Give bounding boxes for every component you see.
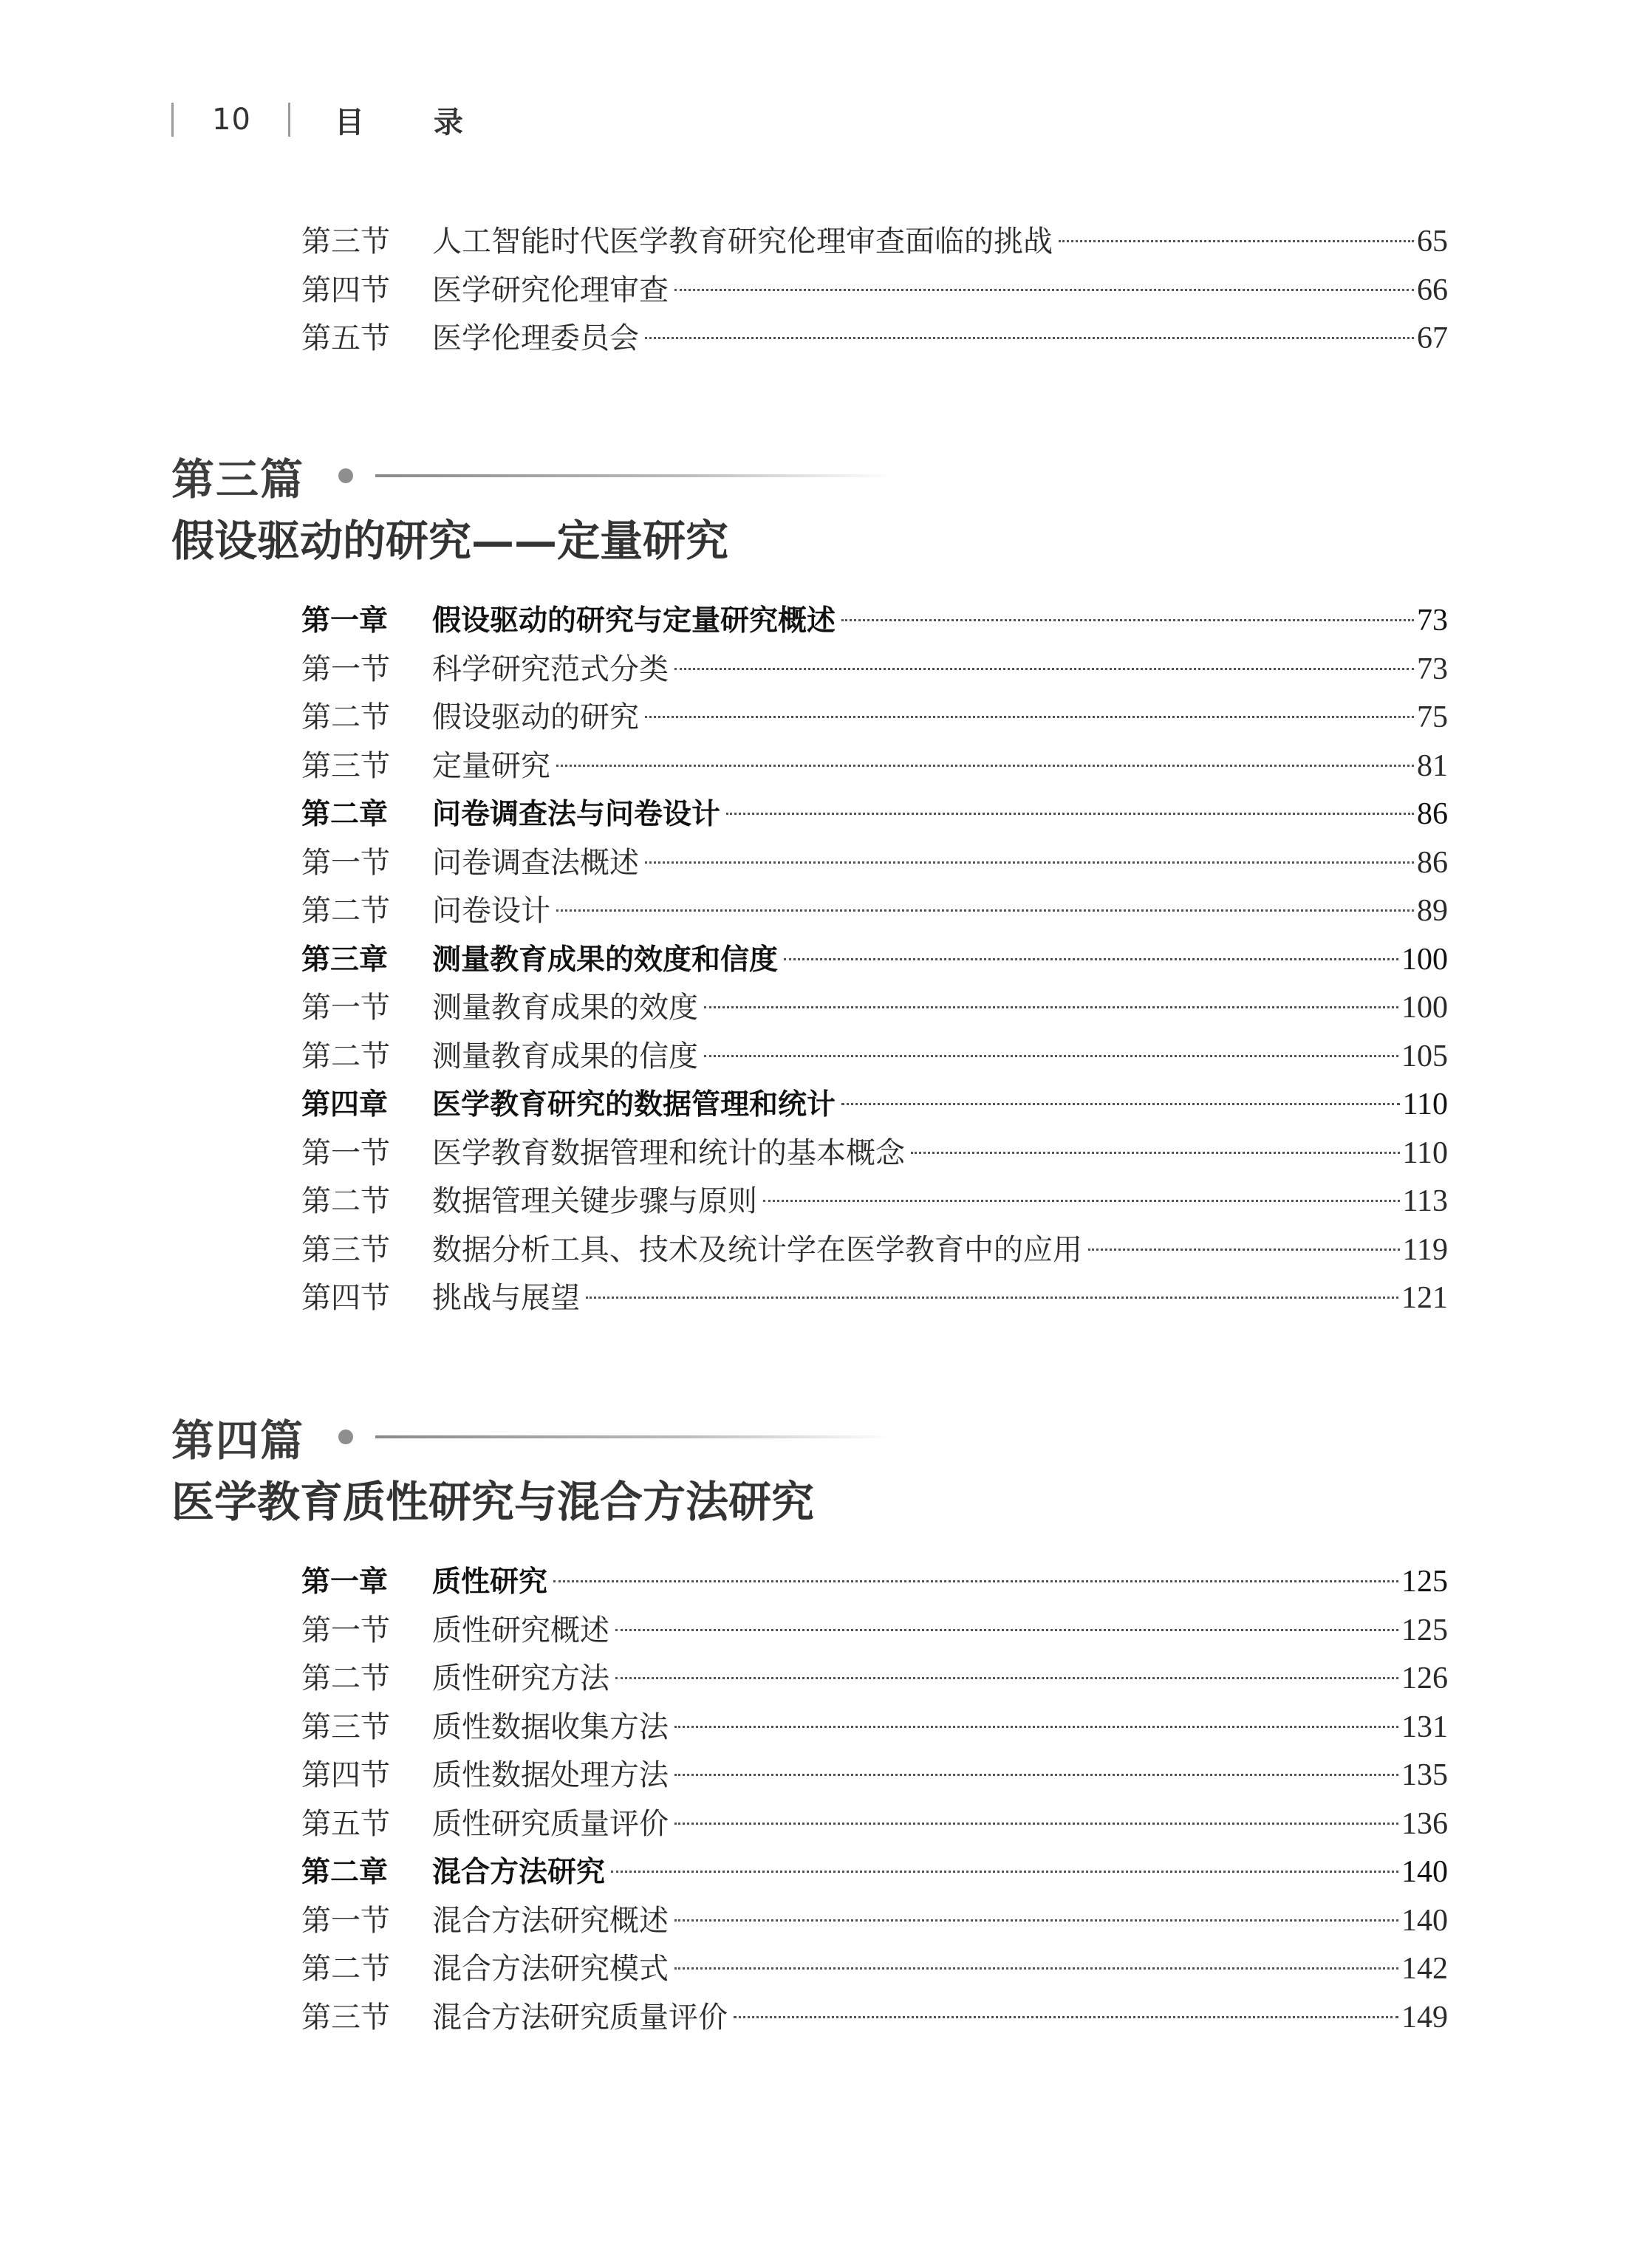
toc-section-entry[interactable] [301,1607,1448,1656]
toc-entry-page: 73 [1417,652,1448,686]
toc-chapter-entry[interactable] [301,936,1448,985]
dot-leader [674,289,1414,291]
toc-entry-page: 110 [1402,1087,1448,1121]
toc-entry-page: 140 [1401,1903,1448,1938]
toc-entry-title: 医学伦理委员会 [432,321,639,355]
part-title: 医学教育质性研究与混合方法研究 [171,1477,815,1527]
toc-section-entry[interactable] [301,315,1448,363]
toc-entry-page: 113 [1402,1184,1448,1218]
toc-entry-page: 65 [1417,225,1448,259]
dot-leader [645,716,1414,718]
toc-entry-title: 科学研究范式分类 [432,652,669,686]
divider-line [375,474,892,477]
toc-section-entry[interactable] [301,1994,1448,2043]
toc-section-entry[interactable] [301,694,1448,742]
toc-entry-title: 假设驱动的研究 [432,700,639,734]
toc-entry-label: 第四节 [301,1281,390,1315]
toc-entry-page: 142 [1401,1952,1448,1986]
toc-entry-label: 第二章 [301,798,389,831]
toc-section-entry[interactable] [301,1226,1448,1275]
page-number: 10 [212,103,251,137]
toc-entry-title: 测量教育成果的信度 [432,1039,698,1073]
dot-leader [674,1919,1398,1922]
toc-entry-page: 86 [1417,845,1448,880]
toc-entry-label: 第五节 [301,1806,390,1841]
toc-entry-title: 质性数据收集方法 [432,1709,669,1744]
toc-section-entry[interactable] [301,1704,1448,1752]
toc-entry-title: 混合方法研究概述 [432,1903,669,1938]
toc-section-entry[interactable] [301,1274,1448,1323]
toc-entry-title: 人工智能时代医学教育研究伦理审查面临的挑战 [432,225,1053,259]
toc-entry-page: 105 [1401,1039,1448,1073]
toc-entry-page: 73 [1417,604,1448,638]
dot-leader [586,1297,1398,1299]
toc-section-entry[interactable] [301,1655,1448,1704]
dot-leader [611,1871,1398,1873]
toc-entry-title: 测量教育成果的效度和信度 [432,943,779,977]
toc-entry-title: 假设驱动的研究与定量研究概述 [432,604,836,638]
toc-entry-label: 第五节 [301,321,390,355]
toc-entry-title: 问卷调查法概述 [432,845,639,880]
toc-entry-label: 第一节 [301,991,390,1025]
part-header [171,1407,1501,1466]
dot-leader [1059,240,1414,242]
dot-leader [841,619,1414,621]
toc-entry-title: 数据分析工具、技术及统计学在医学教育中的应用 [432,1232,1082,1267]
bullet-dot-icon [338,468,353,483]
toc-entry-label: 第二节 [301,700,390,734]
part-three [171,446,1501,573]
toc-section-entry[interactable] [301,1130,1448,1178]
toc-chapter-entry[interactable] [301,1558,1448,1607]
toc-entry-label: 第三节 [301,748,390,783]
toc-entry-page: 126 [1401,1661,1448,1695]
toc-section-entry[interactable] [301,1800,1448,1849]
toc-entry-label: 第三章 [301,943,389,977]
toc-entry-page: 81 [1417,748,1448,783]
dot-leader [674,668,1414,670]
toc-entry-title: 问卷调查法与问卷设计 [432,798,721,831]
toc-entry-title: 质性研究概述 [432,1613,609,1647]
toc-entry-page: 110 [1402,1135,1448,1170]
header-divider [171,103,174,137]
header-divider [288,103,290,137]
toc-entry-page: 135 [1401,1758,1448,1792]
toc-part-three-list [301,597,1448,1323]
toc-entry-label: 第一节 [301,1903,390,1938]
toc-entry-label: 第四节 [301,273,390,307]
toc-entry-title: 混合方法研究质量评价 [432,2000,728,2035]
toc-entry-label: 第四章 [301,1088,389,1121]
part-label: 第三篇 [171,454,305,505]
toc-entry-label: 第一章 [301,604,389,638]
toc-entry-title: 质性研究质量评价 [432,1806,669,1841]
toc-entry-label: 第一章 [301,1565,389,1599]
toc-entry-label: 第二节 [301,1952,390,1986]
toc-part-four-list [301,1558,1448,2042]
part-label: 第四篇 [171,1415,305,1466]
dot-leader [704,1055,1398,1057]
toc-entry-label: 第二节 [301,1039,390,1073]
toc-entry-page: 136 [1401,1806,1448,1841]
toc-chapter-entry[interactable] [301,597,1448,646]
toc-entry-label: 第一节 [301,1613,390,1647]
dot-leader [645,337,1414,339]
toc-entry-page: 125 [1401,1613,1448,1647]
toc-entry-label: 第四节 [301,1758,390,1792]
part-title: 假设驱动的研究——定量研究 [171,516,729,566]
dot-leader [615,1677,1398,1679]
part-four [171,1407,1501,1534]
toc-entry-page: 100 [1401,991,1448,1025]
dot-leader [763,1200,1400,1202]
toc-entry-title: 挑战与展望 [432,1281,580,1315]
toc-entry-page: 125 [1401,1565,1448,1599]
dot-leader [674,1967,1398,1970]
toc-entry-label: 第三节 [301,1709,390,1744]
toc-entry-title: 定量研究 [432,748,550,783]
toc-section-entry[interactable] [301,1945,1448,1994]
toc-entry-title: 数据管理关键步骤与原则 [432,1184,757,1218]
toc-entry-title: 测量教育成果的效度 [432,991,698,1025]
dot-leader [726,813,1414,815]
toc-section-entry[interactable] [301,218,1448,267]
toc-chapter-entry[interactable] [301,1848,1448,1897]
toc-section-entry[interactable] [301,1752,1448,1800]
dot-leader [674,1726,1398,1728]
toc-section-entry[interactable] [301,839,1448,888]
dot-leader [674,1823,1398,1825]
toc-entry-title: 医学教育数据管理和统计的基本概念 [432,1135,905,1170]
toc-entry-page: 66 [1417,273,1448,307]
toc-entry-page: 119 [1402,1232,1448,1267]
toc-entry-page: 89 [1417,894,1448,928]
toc-section-entry[interactable] [301,646,1448,694]
dot-leader [556,765,1414,767]
toc-entry-label: 第二节 [301,1184,390,1218]
toc-section-entry[interactable] [301,1178,1448,1226]
toc-entry-page: 131 [1401,1709,1448,1744]
toc-entry-title: 混合方法研究 [432,1856,606,1889]
toc-entry-page: 67 [1417,321,1448,355]
part-header [171,446,1501,505]
toc-section-entry[interactable] [301,267,1448,315]
toc-entry-label: 第一节 [301,1135,390,1170]
toc-entry-label: 第三节 [301,225,390,259]
toc-section-entry[interactable] [301,1897,1448,1946]
toc-chapter-entry[interactable] [301,790,1448,839]
toc-entry-page: 121 [1401,1281,1448,1315]
toc-entry-title: 混合方法研究模式 [432,1952,669,1986]
toc-entry-page: 75 [1417,700,1448,734]
dot-leader [645,861,1414,864]
toc-entry-page: 100 [1401,942,1448,977]
toc-entry-title: 医学研究伦理审查 [432,273,669,307]
toc-entry-label: 第二节 [301,1661,390,1695]
toc-entry-label: 第一节 [301,652,390,686]
toc-entry-page: 140 [1401,1855,1448,1889]
toc-entry-label: 第一节 [301,845,390,880]
dot-leader [553,1580,1398,1582]
dot-leader [704,1006,1398,1008]
toc-section-entry[interactable] [301,1033,1448,1082]
toc-entry-title: 质性数据处理方法 [432,1758,669,1792]
bullet-dot-icon [338,1430,353,1444]
toc-entry-page: 149 [1401,2000,1448,2035]
dot-leader [734,2016,1398,2018]
toc-chapter-entry[interactable] [301,1081,1448,1130]
dot-leader [556,909,1414,912]
dot-leader [615,1629,1398,1631]
dot-leader [911,1152,1400,1154]
toc-entry-label: 第二章 [301,1856,389,1889]
toc-entry-title: 医学教育研究的数据管理和统计 [432,1088,836,1121]
divider-line [375,1435,892,1438]
toc-entry-label: 第三节 [301,1232,390,1267]
dot-leader [841,1103,1400,1105]
toc-entry-label: 第三节 [301,2000,390,2035]
toc-entry-title: 问卷设计 [432,894,550,928]
dot-leader [784,958,1398,960]
toc-entry-title: 质性研究 [432,1565,548,1599]
toc-section-entry[interactable] [301,887,1448,936]
toc-entry-title: 质性研究方法 [432,1661,609,1695]
dot-leader [674,1774,1398,1776]
toc-section-entry[interactable] [301,742,1448,791]
toc-entry-page: 86 [1417,797,1448,831]
page-title: 目 录 [334,105,493,140]
toc-section-entry[interactable] [301,984,1448,1033]
page-header [171,98,493,142]
toc-continued-list [301,218,1448,363]
dot-leader [1088,1249,1400,1251]
toc-entry-label: 第二节 [301,894,390,928]
